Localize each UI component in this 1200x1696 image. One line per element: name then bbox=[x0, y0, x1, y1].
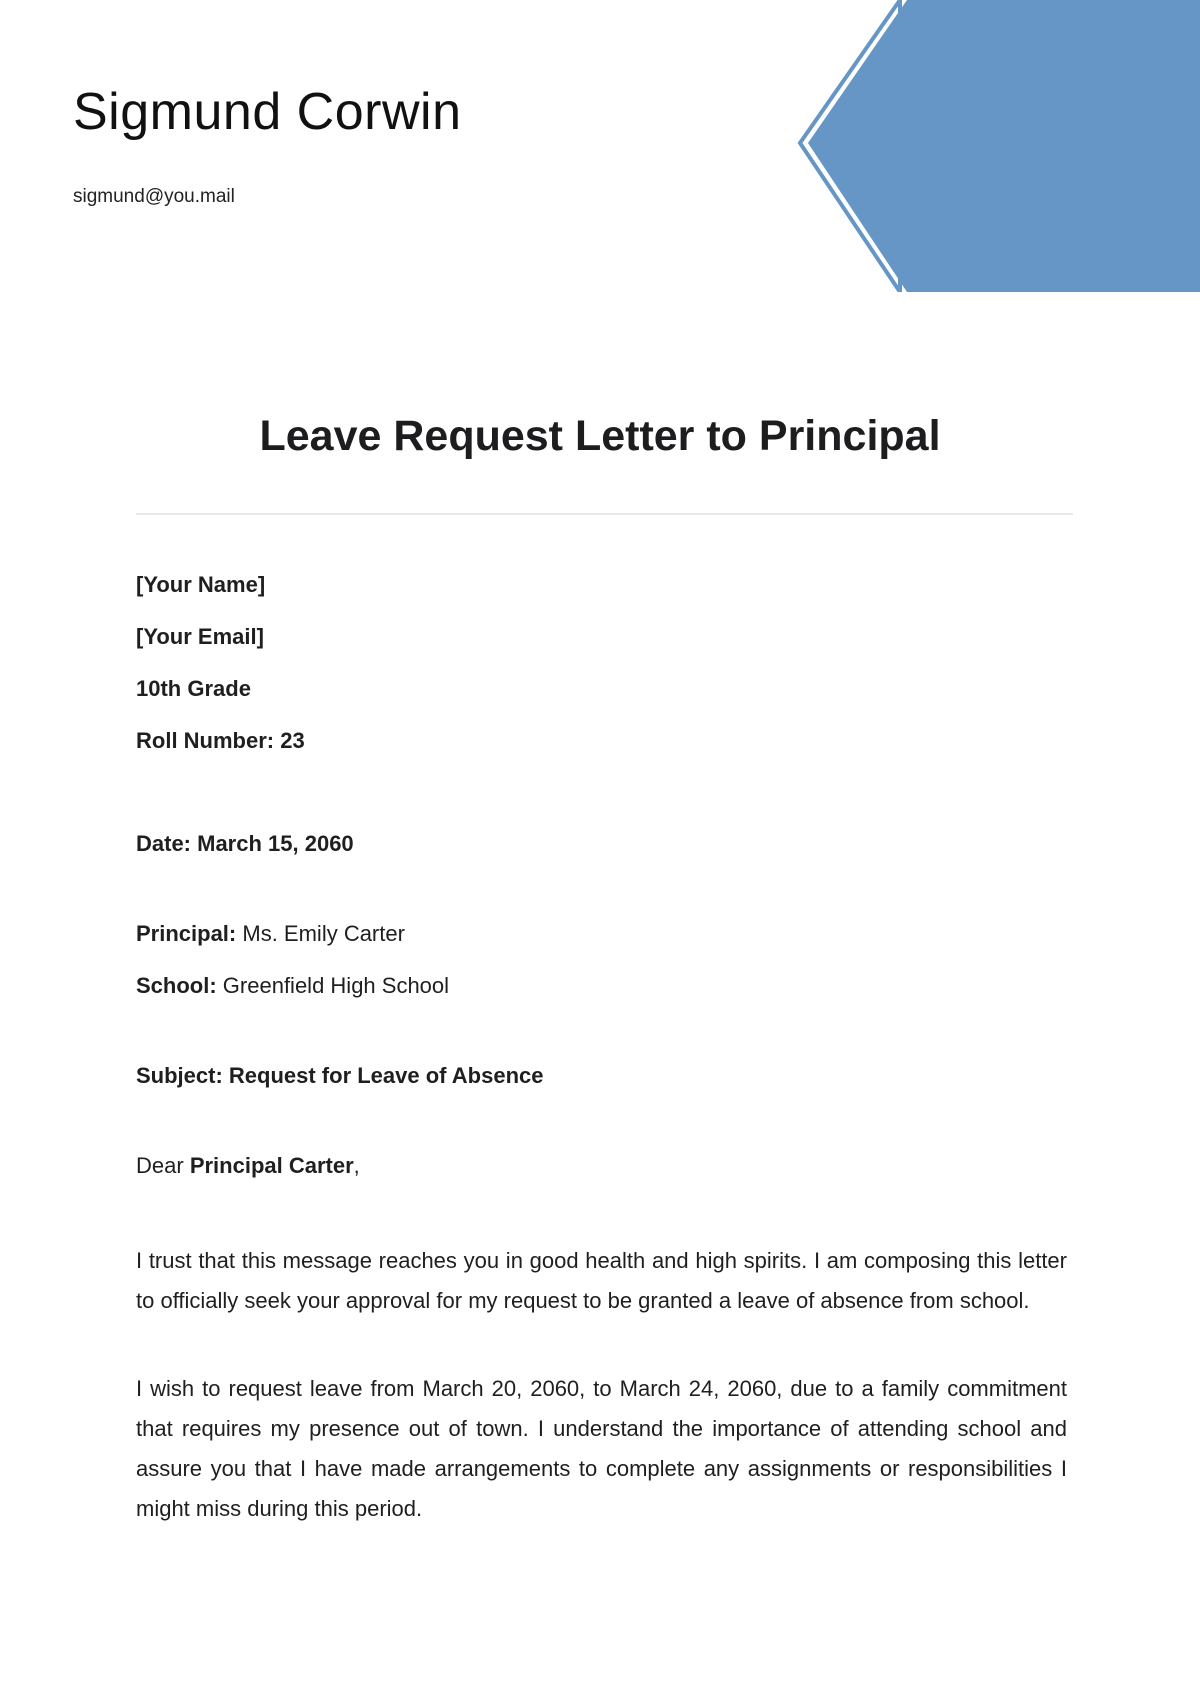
body-paragraph-1: I trust that this message reaches you in good health and high spirits. I am composing this letter to officially seek your approval for my request to be granted a leave of absence from school. bbox=[136, 1248, 1067, 1313]
salutation-name: Principal Carter bbox=[189, 1153, 354, 1178]
sender-roll-number: Roll Number: 23 bbox=[136, 728, 305, 753]
sender-email: sigmund@you.mail bbox=[73, 186, 235, 207]
title-divider bbox=[136, 513, 1073, 515]
page-title: Leave Request Letter to Principal bbox=[259, 412, 941, 460]
sender-grade: 10th Grade bbox=[136, 676, 251, 701]
sender-name-placeholder: [Your Name] bbox=[136, 572, 266, 597]
letter-body bbox=[136, 570, 1067, 1529]
header-hexagon-shape bbox=[808, 0, 1200, 292]
letter-date: Date: March 15, 2060 bbox=[136, 831, 354, 856]
sender-name: Sigmund Corwin bbox=[73, 83, 462, 141]
school-value: Greenfield High School bbox=[222, 973, 450, 998]
salutation-prefix: Dear bbox=[136, 1153, 184, 1178]
salutation-suffix: , bbox=[353, 1153, 360, 1178]
principal-line bbox=[136, 919, 1067, 971]
sender-email-placeholder: [Your Email] bbox=[136, 624, 264, 649]
body-paragraph-2: I wish to request leave from March 20, 2060, to March 24, 2060, due to a family commitment that requires my presence out of town. I understand the importance of attending school and assure you that I have made arrangements to complete any assignments or responsibilities I might miss during this period. bbox=[136, 1376, 1067, 1521]
principal-value: Ms. Emily Carter bbox=[242, 921, 405, 946]
school-line bbox=[136, 971, 1067, 1023]
principal-label: Principal: bbox=[136, 921, 237, 946]
school-label: School: bbox=[136, 973, 217, 998]
header-decoration bbox=[770, 0, 1200, 292]
salutation bbox=[136, 1151, 1067, 1203]
letter-subject: Subject: Request for Leave of Absence bbox=[136, 1063, 544, 1088]
